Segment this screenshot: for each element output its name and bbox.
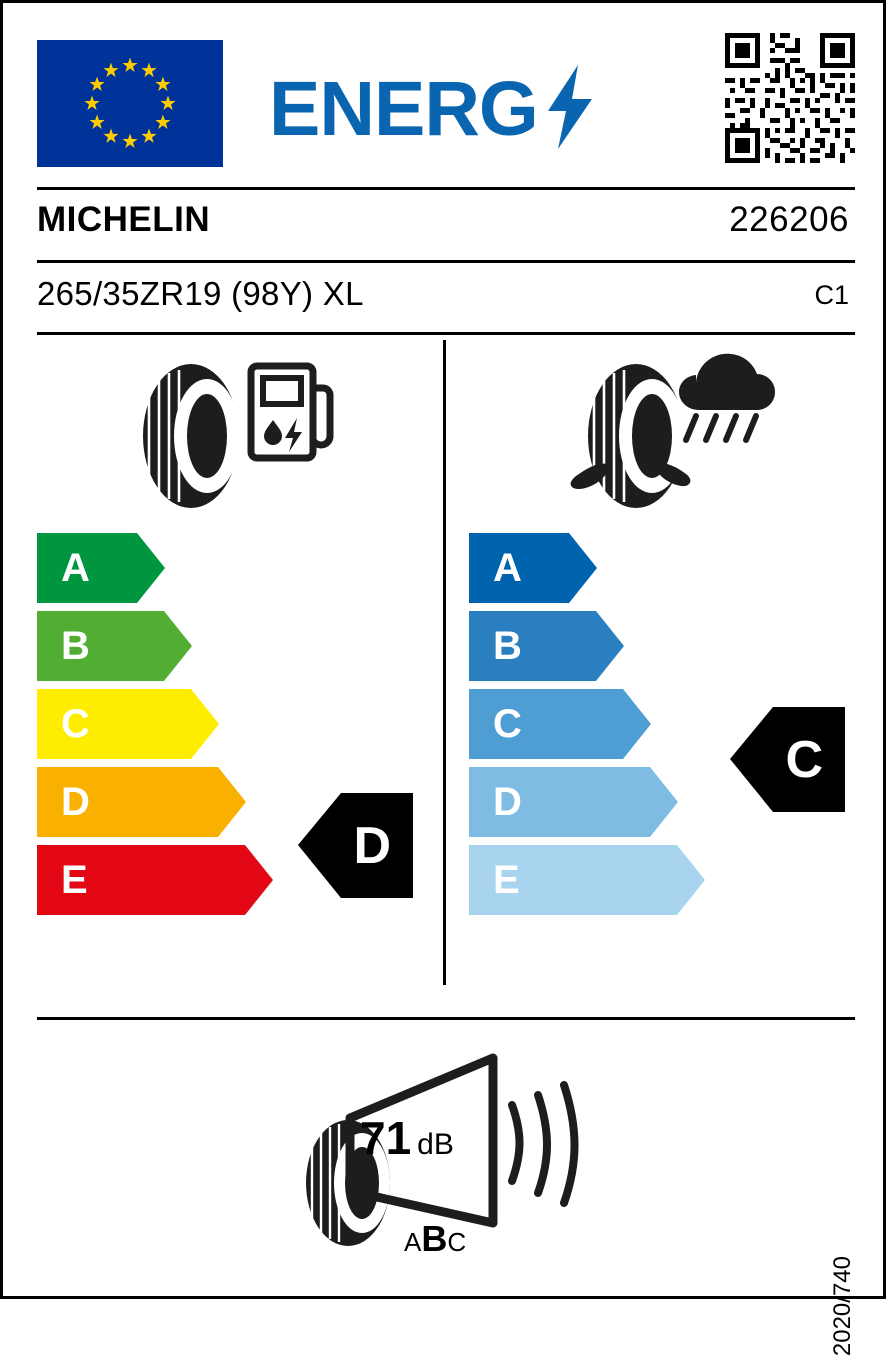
energy-title: ENERG [269,65,538,152]
energy-wordmark [269,65,596,152]
vertical-divider [443,340,446,985]
noise-unit: dB [417,1128,454,1161]
brand-name: MICHELIN [37,200,211,239]
divider-size [37,332,855,335]
tyre-class: C1 [814,280,849,310]
grade-arrow-a [469,533,597,603]
production-date: 2020/740 [829,1256,856,1356]
fuel-result-arrow [298,793,413,898]
grade-letter: E [61,858,88,902]
divider-noise [37,1017,855,1020]
grade-letter: A [61,546,90,590]
wet-grip-result-arrow [730,707,845,812]
eu-flag-icon [37,40,223,167]
wet-grip-pictogram [536,348,786,518]
grade-row [469,845,705,915]
product-code: 226206 [729,200,849,239]
grade-row [469,767,705,837]
grade-letter: E [493,858,520,902]
noise-class-b: B [421,1218,448,1259]
grade-row [37,845,273,915]
grade-letter: C [61,702,90,746]
grade-row [37,689,273,759]
fuel-pump-icon [251,366,330,458]
qr-code-icon [725,33,855,163]
tyre-icon [143,364,240,508]
fuel-efficiency-pictogram [121,348,331,518]
grade-arrow-a [37,533,165,603]
wet-grip-grade-scale [469,533,705,923]
grade-row [469,611,705,681]
divider-brand [37,260,855,263]
grade-row [37,611,273,681]
noise-value-group [360,1112,454,1164]
grade-row [469,533,705,603]
grade-letter: D [493,780,522,824]
divider-top [37,187,855,190]
fuel-grade-scale [37,533,273,923]
fuel-result-letter: D [353,816,391,875]
tyre-size: 265/35ZR19 (98Y) XL [37,275,364,312]
lightning-bolt-icon [544,65,596,154]
noise-class-a: A [404,1227,422,1257]
grade-letter: A [493,546,522,590]
grade-row [469,689,705,759]
noise-section [288,1043,598,1268]
grade-letter: B [493,624,522,668]
grade-letter: C [493,702,522,746]
grade-letter: B [61,624,90,668]
label-header [37,33,855,173]
tyre-icon [588,364,685,508]
noise-class-c: C [447,1227,467,1257]
wet-grip-result-letter: C [785,730,823,789]
grade-letter: D [61,780,90,824]
noise-value: 71 [360,1112,412,1164]
grade-row [37,533,273,603]
sound-waves-icon [512,1085,575,1203]
rain-cloud-icon [679,354,775,440]
grade-row [37,767,273,837]
noise-class-group [404,1218,467,1259]
